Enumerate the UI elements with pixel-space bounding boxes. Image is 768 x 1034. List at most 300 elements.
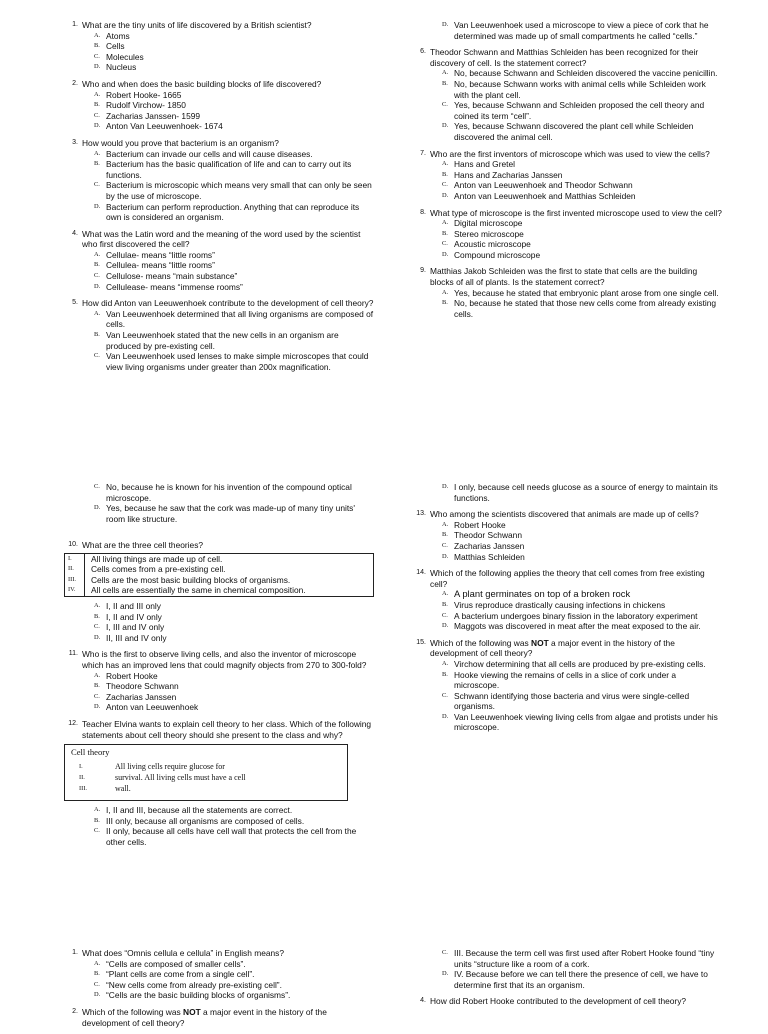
option-text: III only, because all organisms are composed of cells. — [106, 815, 305, 826]
option-letter: A. — [442, 69, 449, 77]
option-text: I, II and IV only — [106, 611, 162, 622]
question-number: 9. — [420, 267, 426, 275]
option-text: Stereo microscope — [454, 228, 524, 239]
answer-option — [94, 271, 374, 282]
question — [412, 948, 722, 990]
question — [412, 149, 722, 202]
answer-options — [94, 250, 374, 292]
roman-numeral: II. — [65, 564, 85, 575]
question-text: Who is the first to observe living cells, and also the inventor of microscope which has an improved lens that could magnify objects from 270 to 300-fold? — [82, 649, 367, 670]
column-left-middle-a — [64, 482, 374, 530]
option-letter: D. — [94, 122, 101, 130]
statement-row — [65, 554, 373, 565]
option-letter: A. — [442, 160, 449, 168]
option-text: “Plant cells are come from a single cell”. — [106, 969, 255, 980]
option-text: Maggots was discovered in meat after the meat exposed to the air. — [454, 621, 701, 632]
answer-option — [94, 826, 374, 847]
option-text: “Cells are composed of smaller cells”. — [106, 958, 246, 969]
answer-option — [442, 191, 722, 202]
answer-options — [94, 671, 374, 713]
answer-option — [94, 959, 374, 970]
answer-options — [442, 948, 722, 990]
question-text: Which of the following applies the theory that cell comes from free existing cell? — [430, 568, 705, 589]
option-letter: B. — [94, 331, 100, 339]
roman-numeral: I. — [65, 554, 85, 565]
answer-option — [442, 218, 722, 229]
answer-option — [94, 969, 374, 980]
answer-option — [94, 681, 374, 692]
option-text: Bacterium is microscopic which means very small that can only be seen by the use of microscope. — [106, 180, 372, 201]
option-text: Van Leeuwenhoek used a microscope to view a piece of cork that he determined was made up of small compartments he called “cells.” — [454, 20, 709, 41]
option-letter: B. — [94, 101, 100, 109]
option-letter: A. — [94, 601, 101, 609]
question-line — [412, 996, 722, 1007]
option-letter: C. — [94, 272, 100, 280]
question-text: What was the Latin word and the meaning of the word used by the scientist who first discovered the cell? — [82, 228, 361, 250]
question-number: 13. — [416, 510, 426, 518]
option-text: Theodore Schwann — [106, 681, 179, 692]
question — [64, 649, 374, 713]
option-text: Hooke viewing the remains of cells in a slice of cork under a microscope. — [454, 669, 677, 691]
answer-options — [94, 805, 374, 847]
option-letter: C. — [94, 352, 100, 360]
question-number: 6. — [420, 48, 426, 56]
question — [64, 138, 374, 223]
question-12 — [64, 719, 374, 848]
answer-options — [94, 90, 374, 132]
question-line — [412, 47, 722, 68]
answer-option — [94, 100, 374, 111]
question-text: How did Robert Hooke contributed to the development of cell theory? — [430, 996, 687, 1007]
question — [412, 996, 722, 1007]
answer-options — [94, 601, 374, 643]
option-text: I only, because cell needs glucose as a source of energy to maintain its functions. — [454, 482, 718, 503]
option-letter: D. — [442, 712, 449, 720]
option-letter: B. — [442, 531, 448, 539]
question-number: 5. — [72, 299, 78, 307]
column-right-top — [412, 20, 722, 325]
option-text: No, because Schwann and Schleiden discovered the vaccine penicillin. — [454, 68, 718, 79]
question — [412, 568, 722, 632]
question-line — [64, 229, 374, 250]
option-text: Yes, because Schwann and Schleiden proposed the cell theory and coined its term “cell”. — [454, 100, 705, 121]
option-text: Digital microscope — [454, 218, 523, 229]
option-text: Schwann identifying those bacteria and virus were single-celled organisms. — [454, 690, 690, 712]
answer-option — [94, 121, 374, 132]
option-text: Matthias Schleiden — [454, 551, 525, 562]
box-text: All living cells require glucose for — [115, 762, 225, 772]
option-text: Hans and Zacharias Janssen — [454, 169, 563, 180]
answer-options — [442, 482, 722, 503]
question-number: 7. — [420, 149, 426, 157]
answer-options — [442, 218, 722, 260]
question — [412, 20, 722, 41]
answer-option — [94, 503, 374, 524]
option-letter: A. — [442, 288, 449, 296]
answer-options — [442, 20, 722, 41]
question-number: 8. — [420, 208, 426, 216]
option-text: Atoms — [106, 30, 130, 41]
option-text: II only, because all cells have cell wall that protects the cell from the other cells. — [106, 826, 357, 847]
box-text: wall. — [115, 784, 131, 794]
answer-option — [94, 990, 374, 1001]
question — [64, 229, 374, 293]
option-letter: B. — [442, 600, 448, 608]
option-letter: C. — [442, 611, 448, 619]
question-text: Theodor Schwann and Matthias Schleiden has been recognized for their discovery of cell. Is the statement correct? — [430, 47, 699, 68]
option-letter: D. — [442, 122, 449, 130]
answer-option — [94, 149, 374, 160]
question-line — [412, 509, 722, 520]
option-letter: B. — [94, 42, 100, 50]
option-text: Anton van Leeuwenhoek — [106, 702, 199, 713]
option-letter: D. — [442, 483, 449, 490]
answer-option — [94, 351, 374, 372]
option-text: A bacterium undergoes binary fission in the laboratory experiment — [454, 610, 698, 621]
option-letter: C. — [94, 827, 100, 835]
option-text: Molecules — [106, 51, 144, 62]
option-text: Van Leeuwenhoek used lenses to make simple microscopes that could view living organisms under greater than 200x magnification. — [106, 351, 369, 372]
answer-option — [442, 670, 722, 691]
question-number: 11. — [68, 650, 78, 658]
statement-row — [65, 575, 373, 586]
answer-option — [94, 601, 374, 612]
question-text: Who are the first inventors of microscope which was used to view the cells? — [430, 148, 710, 159]
question-line — [64, 540, 374, 551]
answer-options — [94, 31, 374, 73]
answer-option — [94, 633, 374, 644]
option-text: Bacterium has the basic qualification of life and can to carry out its functions. — [106, 159, 352, 180]
answer-option — [442, 589, 722, 600]
question — [412, 208, 722, 261]
option-letter: C. — [94, 483, 100, 490]
option-letter: A. — [94, 959, 101, 967]
answer-option — [94, 260, 374, 271]
question-number: 1. — [72, 949, 78, 956]
answer-options — [94, 149, 374, 223]
statement-text: All cells are essentially the same in chemical composition. — [91, 585, 306, 596]
option-letter: A. — [442, 520, 449, 528]
option-letter: D. — [442, 21, 449, 28]
option-letter: C. — [94, 52, 100, 60]
option-letter: D. — [94, 504, 101, 512]
answer-options — [94, 309, 374, 373]
question — [64, 948, 374, 1001]
answer-option — [94, 309, 374, 330]
answer-option — [94, 111, 374, 122]
option-text: Nucleus — [106, 62, 137, 73]
question-line — [412, 638, 722, 659]
roman-numeral: III. — [79, 785, 87, 793]
question — [412, 266, 722, 319]
answer-option — [442, 530, 722, 541]
option-text: Bacterium can perform reproduction. Anything that can reproduce its own is considered an organism. — [106, 201, 360, 223]
column-right-middle — [412, 482, 722, 739]
option-text: Anton van Leeuwenhoek and Theodor Schwann — [454, 180, 633, 191]
option-letter: C. — [442, 181, 448, 189]
question-line — [64, 1007, 374, 1028]
option-letter: C. — [94, 980, 100, 988]
option-letter: D. — [94, 633, 101, 641]
answer-option — [442, 621, 722, 632]
question — [412, 509, 722, 562]
question-text: Who among the scientists discovered that animals are made up of cells? — [430, 509, 699, 520]
question-number: 14. — [416, 569, 426, 577]
option-text: IV. Because before we can tell there the presence of cell, we have to determine first that its an organism. — [454, 969, 708, 990]
option-letter: B. — [94, 160, 100, 168]
answer-option — [442, 239, 722, 250]
option-letter: D. — [94, 282, 101, 290]
answer-options — [442, 68, 722, 142]
question-text: Teacher Elvina wants to explain cell theory to her class. Which of the following statements about cell theory should she present to the class and why? — [82, 718, 372, 740]
answer-option — [94, 31, 374, 42]
question-text: What type of microscope is the first invented microscope used to view the cell? — [430, 207, 722, 218]
column-right-bottom — [412, 948, 722, 1013]
question-line — [412, 208, 722, 219]
question-text: What does “Omnis cellula e cellula” in English means? — [82, 948, 285, 958]
roman-numeral: IV. — [65, 585, 85, 596]
answer-option — [94, 202, 374, 223]
question-text: How would you prove that bacterium is an organism? — [82, 137, 279, 148]
option-text: I, III and IV only — [106, 622, 165, 633]
option-letter: B. — [442, 229, 448, 237]
question-line — [64, 298, 374, 309]
option-letter: D. — [94, 202, 101, 210]
answer-option — [94, 159, 374, 180]
option-text: No, because he is known for his invention of the compound optical microscope. — [106, 482, 352, 503]
question-text: What are the three cell theories? — [82, 540, 204, 550]
option-letter: B. — [94, 682, 100, 690]
question — [412, 638, 722, 733]
option-letter: B. — [442, 299, 448, 307]
option-text: Bacterium can invade our cells and will cause diseases. — [106, 148, 313, 159]
box-row — [71, 761, 341, 772]
option-text: III. Because the term cell was first used after Robert Hooke found “tiny units “structure like a room of a cork. — [454, 948, 715, 969]
statement-text: All living things are made up of cell. — [91, 553, 223, 564]
option-letter: D. — [94, 63, 101, 71]
answer-option — [94, 282, 374, 293]
answer-options — [94, 482, 374, 524]
option-letter: A. — [94, 90, 101, 98]
option-text: Yes, because he stated that embryonic plant arose from one single cell. — [454, 287, 719, 298]
question — [64, 79, 374, 132]
statements-box — [64, 553, 374, 597]
option-text: Robert Hooke — [454, 519, 506, 530]
option-text: Anton van Leeuwenhoek and Matthias Schleiden — [454, 190, 636, 201]
answer-option — [442, 482, 722, 503]
question — [64, 482, 374, 524]
answer-options — [442, 520, 722, 562]
question-line — [64, 649, 374, 670]
question-line — [64, 719, 374, 740]
question-number: 1. — [72, 21, 78, 28]
column-left-middle-b — [64, 540, 374, 853]
question-line — [412, 266, 722, 287]
answer-option — [94, 816, 374, 827]
option-letter: A. — [442, 659, 449, 667]
answer-option — [94, 482, 374, 503]
option-text: Zacharias Janssen — [454, 540, 525, 551]
answer-option — [442, 68, 722, 79]
option-letter: B. — [442, 170, 448, 178]
answer-option — [442, 712, 722, 733]
option-letter: A. — [94, 31, 101, 39]
answer-option — [442, 969, 722, 990]
option-letter: A. — [442, 590, 449, 598]
question-line — [64, 948, 374, 959]
answer-option — [442, 298, 722, 319]
option-letter: B. — [94, 816, 100, 824]
answer-option — [94, 62, 374, 73]
option-text: Van Leeuwenhoek determined that all living organisms are composed of cells. — [106, 308, 374, 330]
statement-row — [65, 564, 373, 575]
option-text: Rudolf Virchow- 1850 — [106, 100, 186, 111]
option-letter: D. — [442, 552, 449, 560]
option-letter: D. — [442, 191, 449, 199]
answer-option — [94, 980, 374, 991]
option-letter: C. — [442, 949, 448, 956]
roman-numeral: II. — [79, 774, 85, 782]
question-text: Matthias Jakob Schleiden was the first to state that cells are the building blocks of all of plants. Is the statement correct? — [430, 266, 698, 288]
answer-option — [94, 90, 374, 101]
answer-option — [94, 250, 374, 261]
question-10 — [64, 540, 374, 643]
option-text: Cellulease- means “immense rooms” — [106, 281, 243, 292]
option-text: Cellulae- means “little rooms” — [106, 249, 215, 260]
question — [64, 298, 374, 372]
option-letter: D. — [94, 991, 101, 999]
answer-option — [442, 20, 722, 41]
option-text: Zacharias Janssen- 1599 — [106, 110, 201, 121]
option-text: Zacharias Janssen — [106, 691, 177, 702]
answer-option — [442, 180, 722, 191]
option-text: Yes, because Schwann discovered the plant cell while Schleiden discovered the animal cell. — [454, 121, 694, 142]
bold-word: NOT — [183, 1006, 201, 1017]
question-line — [64, 138, 374, 149]
option-letter: C. — [94, 692, 100, 700]
option-letter: A. — [94, 671, 101, 679]
answer-option — [442, 250, 722, 261]
answer-options — [442, 159, 722, 201]
answer-option — [442, 600, 722, 611]
column-left-top — [64, 20, 374, 378]
box-text: survival. All living cells must have a cell — [115, 773, 246, 783]
answer-options — [94, 959, 374, 1001]
answer-option — [94, 52, 374, 63]
option-letter: B. — [94, 612, 100, 620]
option-text: Yes, because he saw that the cork was made-up of many tiny units' room like structure. — [106, 503, 355, 524]
cell-theory-box — [64, 744, 348, 801]
question-line — [64, 79, 374, 90]
answer-option — [442, 611, 722, 622]
option-text: II, III and IV only — [106, 632, 167, 643]
option-letter: C. — [442, 541, 448, 549]
answer-option — [94, 180, 374, 201]
option-text: “Cells are the basic building blocks of organisms”. — [106, 990, 291, 1001]
option-text: I, II and III only — [106, 600, 161, 611]
box-title: Cell theory — [71, 747, 110, 758]
column-left-bottom — [64, 948, 374, 1034]
option-text: A plant germinates on top of a broken rock — [454, 588, 631, 600]
statement-row — [65, 585, 373, 596]
option-letter: D. — [442, 970, 449, 978]
roman-numeral: III. — [65, 575, 85, 586]
question-line — [64, 20, 374, 31]
answer-option — [94, 805, 374, 816]
question-number: 4. — [420, 997, 426, 1005]
question-number: 15. — [416, 638, 426, 646]
option-text: Cellulose- means “main substance” — [106, 271, 238, 282]
answer-option — [442, 288, 722, 299]
answer-option — [94, 671, 374, 682]
roman-numeral: I. — [79, 763, 83, 771]
answer-option — [442, 541, 722, 552]
question-2-bottom — [64, 1007, 374, 1028]
answer-option — [94, 702, 374, 713]
option-letter: D. — [442, 250, 449, 258]
option-letter: B. — [442, 670, 448, 678]
option-text: Virchow determining that all cells are produced by pre-existing cells. — [454, 658, 706, 669]
option-letter: C. — [94, 111, 100, 119]
option-letter: B. — [94, 970, 100, 978]
option-letter: A. — [94, 250, 101, 258]
answer-option — [442, 520, 722, 531]
question-number: 2. — [72, 79, 78, 87]
bold-word: NOT — [531, 637, 549, 648]
question-text: What are the tiny units of life discovered by a British scientist? — [82, 20, 312, 30]
answer-option — [94, 330, 374, 351]
option-letter: B. — [442, 79, 448, 87]
answer-option — [94, 622, 374, 633]
option-letter: A. — [94, 806, 101, 814]
question-text: Who and when does the basic building blocks of life discovered? — [82, 78, 322, 89]
box-row — [71, 783, 341, 794]
option-text: Cells — [106, 41, 125, 52]
statement-text: Cells comes from a pre-existing cell. — [91, 564, 226, 575]
option-letter: D. — [442, 622, 449, 630]
option-letter: C. — [94, 181, 100, 189]
option-letter: C. — [442, 240, 448, 248]
question-number: 12. — [68, 719, 78, 727]
question-line — [412, 149, 722, 160]
option-text: Van Leeuwenhoek stated that the new cells in an organism are produced by pre-existing cell. — [106, 330, 339, 351]
answer-option — [94, 612, 374, 623]
option-text: Van Leeuwenhoek viewing living cells from algae and protists under his microscope. — [454, 711, 718, 733]
question-text: Which of the following was NOT a major event in the history of the development of cell theory? — [82, 1006, 327, 1028]
answer-option — [442, 100, 722, 121]
answer-options — [442, 659, 722, 733]
question-number: 3. — [72, 138, 78, 146]
option-letter: A. — [94, 309, 101, 317]
question-number: 2. — [72, 1007, 78, 1015]
option-text: Virus reproduce drastically causing infections in chickens — [454, 599, 666, 610]
option-letter: B. — [94, 261, 100, 269]
statement-text: Cells are the most basic building blocks of organisms. — [91, 574, 291, 585]
question — [412, 482, 722, 503]
box-row — [71, 772, 341, 783]
answer-option — [442, 229, 722, 240]
question — [412, 47, 722, 142]
option-text: No, because Schwann works with animal cells while Schleiden work with the plant cell. — [454, 78, 706, 100]
answer-option — [442, 552, 722, 563]
option-text: Acoustic microscope — [454, 239, 531, 250]
question-text: How did Anton van Leeuwenhoek contribute to the development of cell theory? — [82, 298, 374, 309]
answer-option — [94, 41, 374, 52]
option-text: I, II and III, because all the statements are correct. — [106, 805, 293, 816]
answer-option — [442, 691, 722, 712]
answer-option — [442, 121, 722, 142]
question-number: 10. — [68, 541, 78, 548]
